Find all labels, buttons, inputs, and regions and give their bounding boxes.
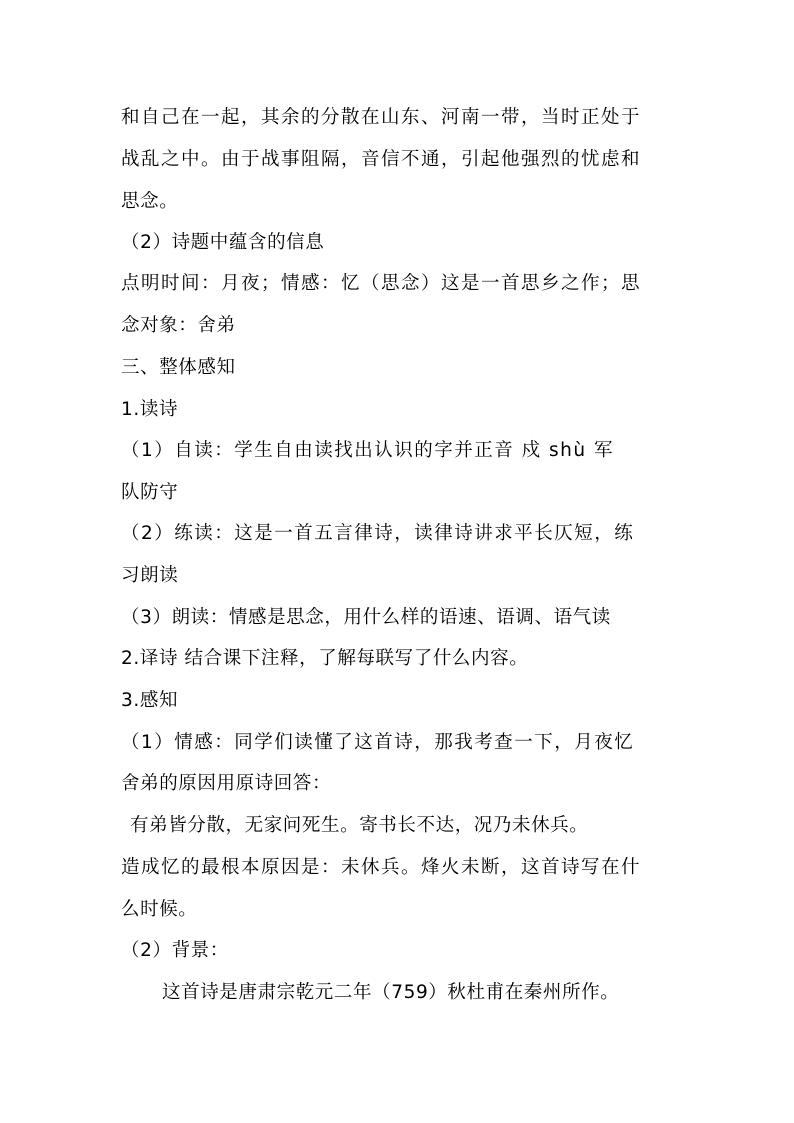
text-line: 舍弟的原因用原诗回答： [121,773,332,794]
text-line: 么时候。 [121,899,198,920]
text-line: 队防守 [121,482,179,503]
text-line: 2.译诗 结合课下注释，了解每联写了什么内容。 [121,648,529,669]
text-line: 战乱之中。由于战事阻隔，音信不通，引起他强烈的忧虑和 [121,149,642,170]
text-line: （1）情感：同学们读懂了这首诗，那我考查一下，月夜忆 [121,732,635,753]
text-line: 和自己在一起，其余的分散在山东、河南一带，当时正处于 [121,107,642,128]
text-line: （3）朗读：情感是思念，用什么样的语速、语调、语气读 [121,607,611,628]
text-line: 造成忆的最根本原因是：未休兵。烽火未断，这首诗写在什 [121,857,642,878]
section-heading: （2）诗题中蕴含的信息 [121,232,325,253]
text-line: 点明时间：月夜；情感：忆（思念）这是一首思乡之作；思 [121,273,642,294]
text-line: （2）练读：这是一首五言律诗，读律诗讲求平长仄短，练 [121,523,635,544]
text-line: 念对象：舍弟 [121,315,236,336]
section-heading: 3.感知 [121,690,179,711]
text-line: （1）自读：学生自由读找出认识的字并正音 戍 shù 军 [121,440,615,461]
section-heading: 1.读诗 [121,399,179,420]
section-heading: 三、整体感知 [121,357,236,378]
text-line: 思念。 [121,191,179,212]
text-line: 这首诗是唐肃宗乾元二年（759）秋杜甫在秦州所作。 [162,982,620,1003]
text-line: 习朗读 [121,565,179,586]
poem-line: 有弟皆分散，无家问死生。寄书长不达，况乃未休兵。 [130,815,589,836]
text-line: （2）背景： [121,940,229,961]
